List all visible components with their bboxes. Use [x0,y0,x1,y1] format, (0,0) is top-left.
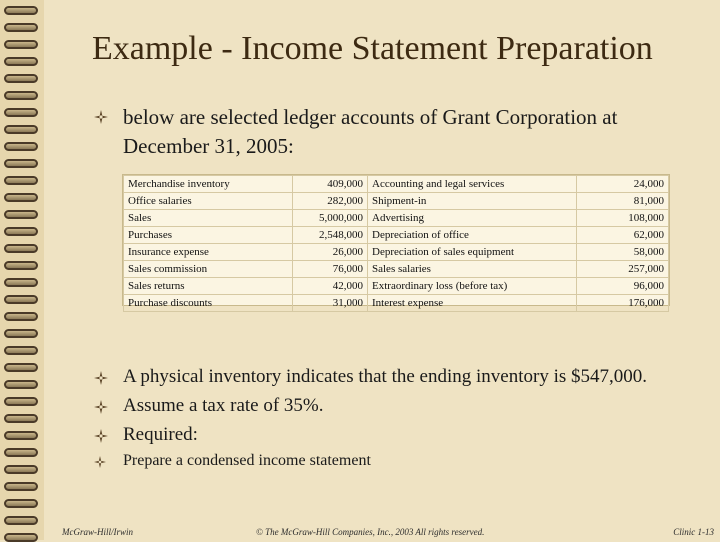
footer-publisher: McGraw-Hill/Irwin [62,527,133,537]
spiral-ring-icon [4,431,38,440]
spiral-ring-icon [4,380,38,389]
footer-copyright: © The McGraw-Hill Companies, Inc., 2003 All rights reserved. [256,527,485,537]
spiral-ring-icon [4,312,38,321]
ledger-right-account: Interest expense [368,295,577,312]
bullet-icon [94,110,108,124]
spiral-ring-icon [4,6,38,15]
bullet-required: Required: [123,424,198,445]
ledger-left-account: Sales commission [124,261,293,278]
spiral-ring-icon [4,346,38,355]
bullet-icon [94,400,108,414]
ledger-right-amount: 176,000 [577,295,669,312]
ledger-left-amount: 42,000 [293,278,368,295]
spiral-ring-icon [4,227,38,236]
table-row [124,193,669,210]
bullet-icon [94,456,106,468]
ledger-left-account: Sales returns [124,278,293,295]
ledger-right-account: Advertising [368,210,577,227]
spiral-ring-icon [4,414,38,423]
footer-slide-number: Clinic 1-13 [673,527,714,537]
ledger-right-amount: 58,000 [577,244,669,261]
ledger-left-account: Purchases [124,227,293,244]
ledger-table [122,174,670,309]
ledger-right-account: Depreciation of office [368,227,577,244]
ledger-left-amount: 31,000 [293,295,368,312]
ledger-right-amount: 108,000 [577,210,669,227]
table-row [124,227,669,244]
spiral-ring-icon [4,91,38,100]
ledger-right-amount: 96,000 [577,278,669,295]
spiral-ring-icon [4,210,38,219]
spiral-ring-icon [4,499,38,508]
spiral-ring-icon [4,482,38,491]
ledger-left-account: Sales [124,210,293,227]
spiral-ring-icon [4,57,38,66]
ledger-left-account: Office salaries [124,193,293,210]
sub-bullet-prepare: Prepare a condensed income statement [123,452,371,469]
ledger-right-account: Extraordinary loss (before tax) [368,278,577,295]
table-row [124,278,669,295]
spiral-ring-icon [4,278,38,287]
spiral-ring-icon [4,533,38,542]
spiral-ring-icon [4,176,38,185]
spiral-ring-icon [4,193,38,202]
ledger-left-account: Merchandise inventory [124,176,293,193]
bullet-ending-inventory: A physical inventory indicates that the ending inventory is $547,000. [123,366,647,387]
spiral-ring-icon [4,329,38,338]
ledger-right-account: Shipment-in [368,193,577,210]
ledger-left-amount: 282,000 [293,193,368,210]
spiral-ring-icon [4,23,38,32]
spiral-ring-icon [4,40,38,49]
spiral-binding [0,0,44,540]
ledger-left-amount: 76,000 [293,261,368,278]
table-row [124,244,669,261]
ledger-right-amount: 24,000 [577,176,669,193]
table-row [124,176,669,193]
spiral-ring-icon [4,125,38,134]
bullet-icon [94,429,108,443]
ledger-right-account: Sales salaries [368,261,577,278]
ledger-right-amount: 257,000 [577,261,669,278]
spiral-ring-icon [4,397,38,406]
spiral-ring-icon [4,244,38,253]
bullet-icon [94,371,108,385]
ledger-left-amount: 409,000 [293,176,368,193]
slide-title: Example - Income Statement Preparation [92,30,653,67]
bullet-tax-rate: Assume a tax rate of 35%. [123,395,324,416]
spiral-ring-icon [4,108,38,117]
table-row [124,295,669,312]
spiral-ring-icon [4,448,38,457]
ledger-right-amount: 62,000 [577,227,669,244]
spiral-ring-icon [4,142,38,151]
intro-text: below are selected ledger accounts of Grant Corporation at December 31, 2005: [123,105,618,158]
table-row [124,261,669,278]
ledger-right-account: Depreciation of sales equipment [368,244,577,261]
ledger-left-amount: 26,000 [293,244,368,261]
spiral-ring-icon [4,74,38,83]
ledger-left-amount: 2,548,000 [293,227,368,244]
spiral-ring-icon [4,363,38,372]
spiral-ring-icon [4,261,38,270]
table-row [124,210,669,227]
ledger-right-account: Accounting and legal services [368,176,577,193]
ledger-left-account: Insurance expense [124,244,293,261]
spiral-ring-icon [4,295,38,304]
spiral-ring-icon [4,516,38,525]
ledger-left-account: Purchase discounts [124,295,293,312]
ledger-left-amount: 5,000,000 [293,210,368,227]
ledger-right-amount: 81,000 [577,193,669,210]
spiral-ring-icon [4,159,38,168]
spiral-ring-icon [4,465,38,474]
